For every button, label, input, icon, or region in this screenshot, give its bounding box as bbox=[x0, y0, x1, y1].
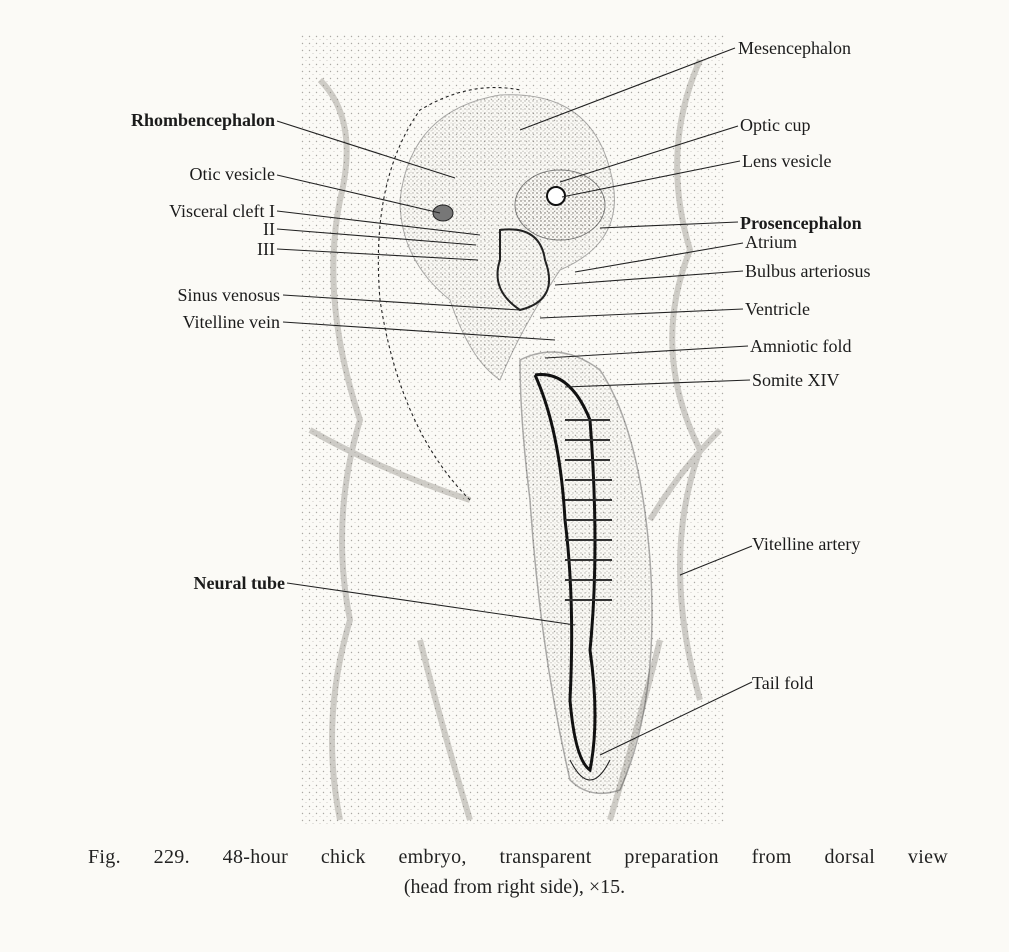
label-visceral-cleft-3: III bbox=[257, 239, 275, 259]
label-somite-xiv: Somite XIV bbox=[752, 370, 840, 390]
label-rhombencephalon: Rhombencephalon bbox=[130, 110, 275, 130]
label-atrium: Atrium bbox=[745, 232, 797, 252]
label-visceral-cleft-1: Visceral cleft I bbox=[169, 201, 275, 221]
lens-vesicle bbox=[547, 187, 565, 205]
label-sinus-venosus: Sinus venosus bbox=[177, 285, 280, 305]
label-ventricle: Ventricle bbox=[745, 299, 810, 319]
label-mesencephalon: Mesencephalon bbox=[738, 38, 851, 58]
label-vitelline-vein: Vitelline vein bbox=[182, 312, 280, 332]
label-tail-fold: Tail fold bbox=[752, 673, 814, 693]
label-prosencephalon: Prosencephalon bbox=[740, 213, 862, 233]
label-amniotic-fold: Amniotic fold bbox=[750, 336, 852, 356]
label-vitelline-artery: Vitelline artery bbox=[752, 534, 861, 554]
label-lens-vesicle: Lens vesicle bbox=[742, 151, 832, 171]
figure-caption-line1: Fig. 229. 48-hour chick embryo, transparent preparation from dorsal view bbox=[88, 846, 948, 868]
label-neural-tube: Neural tube bbox=[193, 573, 285, 593]
label-visceral-cleft-2: II bbox=[263, 219, 275, 239]
otic-vesicle bbox=[433, 205, 453, 221]
label-bulbus-arteriosus: Bulbus arteriosus bbox=[745, 261, 871, 281]
label-optic-cup: Optic cup bbox=[740, 115, 811, 135]
figure-caption-line2: (head from right side), ×15. bbox=[403, 876, 626, 898]
label-otic-vesicle: Otic vesicle bbox=[189, 164, 275, 184]
